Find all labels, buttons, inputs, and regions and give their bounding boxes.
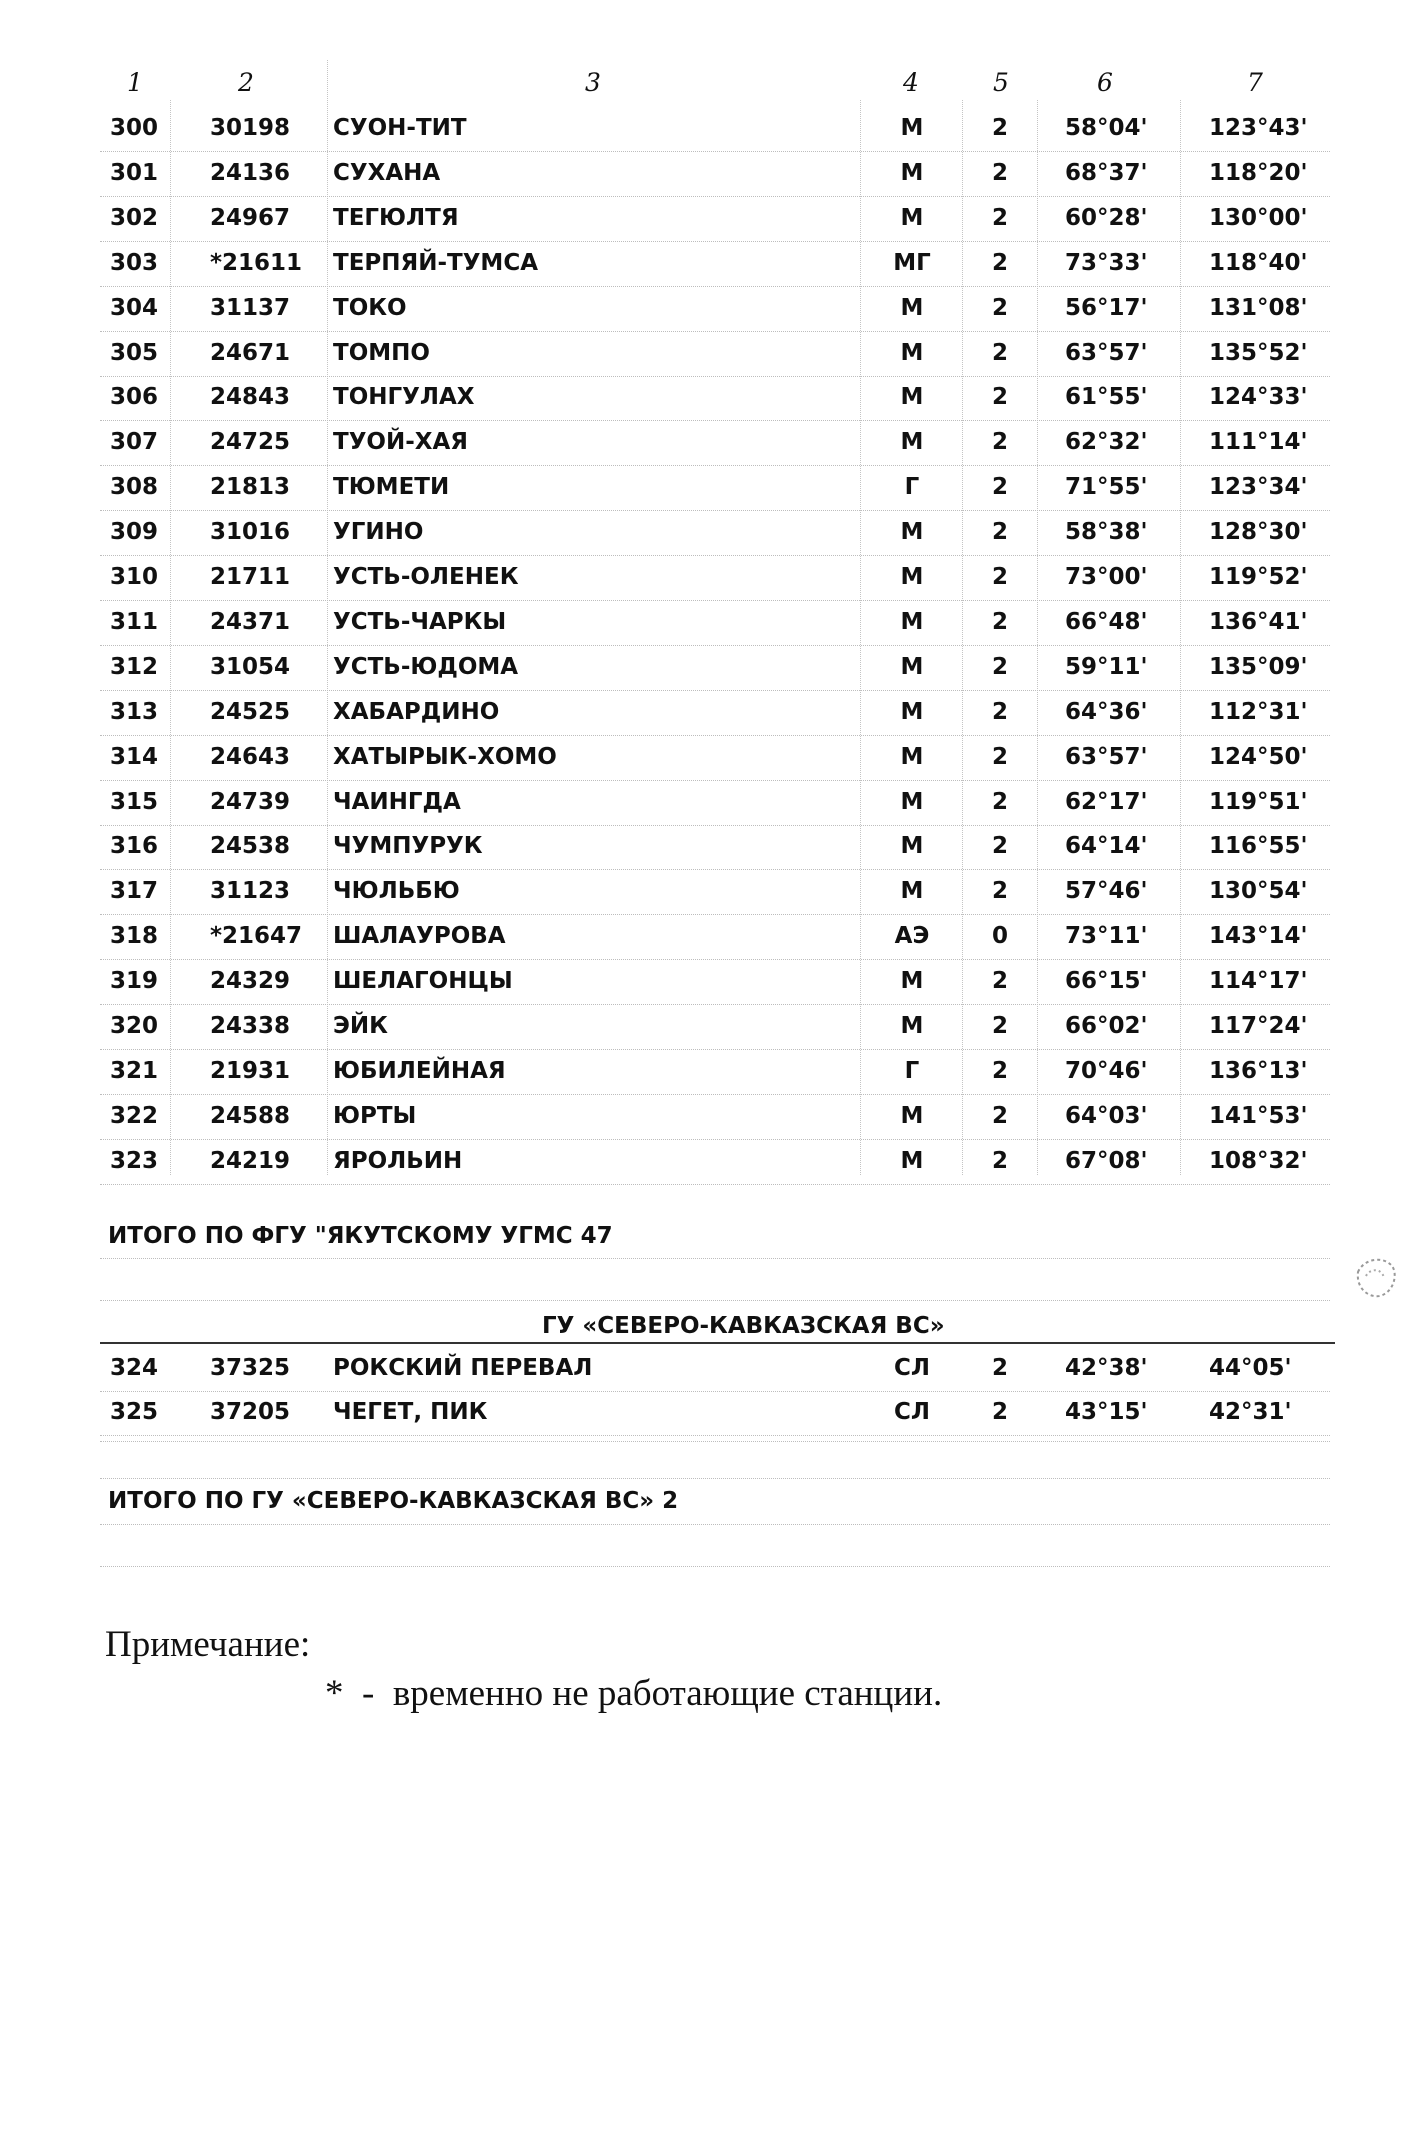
- longitude: 118°20': [1209, 159, 1308, 186]
- total-row-section1: ИТОГО ПО ФГУ "ЯКУТСКОМУ УГМС 47: [108, 1223, 613, 1249]
- row-divider: [100, 1258, 1330, 1259]
- station-type: М: [900, 519, 924, 546]
- station-name: ЮБИЛЕЙНАЯ: [333, 1057, 506, 1084]
- table-row: [0, 1013, 1417, 1057]
- longitude: 123°34': [1209, 474, 1308, 501]
- station-type: М: [900, 653, 924, 680]
- table-row: [0, 789, 1417, 833]
- station-name: ХАБАРДИНО: [333, 698, 500, 725]
- station-type: М: [900, 698, 924, 725]
- station-category: 2: [991, 968, 1008, 995]
- station-name: ХАТЫРЫК-ХОМО: [333, 743, 557, 770]
- section2-top-rule: [100, 1342, 1335, 1344]
- row-divider: [100, 1004, 1330, 1005]
- station-code: 21813: [210, 474, 291, 501]
- station-name: СУХАНА: [333, 159, 441, 186]
- table-row: [0, 654, 1417, 698]
- station-type: М: [900, 204, 924, 231]
- station-type: М: [900, 1147, 924, 1174]
- longitude: 44°05': [1209, 1355, 1292, 1381]
- section2-title: ГУ «СЕВЕРО-КАВКАЗСКАЯ ВС»: [542, 1313, 945, 1339]
- row-divider: [100, 1435, 1330, 1436]
- longitude: 130°00': [1209, 204, 1308, 231]
- station-category: 2: [991, 429, 1008, 456]
- station-type: М: [900, 743, 924, 770]
- row-number: 318: [110, 923, 159, 950]
- row-number: 316: [110, 833, 159, 860]
- latitude: 56°17': [1065, 294, 1148, 321]
- row-number: 302: [110, 204, 159, 231]
- row-divider: [100, 1049, 1330, 1050]
- latitude: 58°04': [1065, 115, 1148, 141]
- row-divider: [100, 780, 1330, 781]
- row-number: 300: [110, 115, 159, 141]
- row-number: 312: [110, 653, 159, 680]
- station-category: 2: [991, 384, 1008, 411]
- longitude: 114°17': [1209, 968, 1308, 995]
- latitude: 66°48': [1065, 608, 1148, 635]
- latitude: 62°32': [1065, 429, 1148, 456]
- latitude: 62°17': [1065, 788, 1148, 815]
- station-type: М: [900, 159, 924, 186]
- station-category: 2: [991, 519, 1008, 546]
- station-code: 24329: [210, 968, 291, 995]
- station-type: СЛ: [894, 1399, 930, 1425]
- latitude: 71°55': [1065, 474, 1148, 501]
- latitude: 64°03': [1065, 1102, 1148, 1129]
- table-row: [0, 115, 1417, 159]
- row-divider: [100, 1441, 1330, 1442]
- longitude: 112°31': [1209, 698, 1308, 725]
- station-name: ТЕГЮЛТЯ: [333, 204, 459, 231]
- row-number: 324: [110, 1355, 159, 1381]
- station-type: Г: [904, 1057, 920, 1084]
- row-divider: [100, 1524, 1330, 1525]
- table-row: [0, 878, 1417, 922]
- table-row: [0, 1399, 1417, 1443]
- station-code: 31016: [210, 519, 291, 546]
- longitude: 143°14': [1209, 923, 1308, 950]
- station-code: 24725: [210, 429, 291, 456]
- row-divider: [100, 735, 1330, 736]
- table-row: [0, 160, 1417, 204]
- row-divider: [100, 690, 1330, 691]
- station-name: ТЕРПЯЙ-ТУМСА: [333, 249, 539, 276]
- station-category: 2: [991, 743, 1008, 770]
- row-divider: [100, 151, 1330, 152]
- longitude: 124°50': [1209, 743, 1308, 770]
- row-divider: [100, 286, 1330, 287]
- table-row: [0, 295, 1417, 339]
- row-number: 325: [110, 1399, 159, 1425]
- station-category: 2: [991, 115, 1008, 141]
- station-category: 2: [991, 204, 1008, 231]
- table-row: [0, 429, 1417, 473]
- row-number: 307: [110, 429, 159, 456]
- table-row: [0, 968, 1417, 1012]
- longitude: 135°09': [1209, 653, 1308, 680]
- station-name: РОКСКИЙ ПЕРЕВАЛ: [333, 1355, 593, 1381]
- row-number: 305: [110, 339, 159, 366]
- table-row: [0, 564, 1417, 608]
- station-type: М: [900, 968, 924, 995]
- station-type: М: [900, 1013, 924, 1039]
- row-number: 309: [110, 519, 159, 546]
- latitude: 68°37': [1065, 159, 1148, 186]
- latitude: 60°28': [1065, 204, 1148, 231]
- row-divider: [100, 1139, 1330, 1140]
- station-name: ШЕЛАГОНЦЫ: [333, 968, 513, 995]
- note-title: Примечание:: [105, 1624, 311, 1665]
- longitude: 136°13': [1209, 1057, 1308, 1084]
- station-code: 24538: [210, 833, 291, 860]
- station-category: 2: [991, 294, 1008, 321]
- station-code: 37205: [210, 1399, 291, 1425]
- column-header-2: 2: [238, 68, 254, 97]
- station-category: 2: [991, 1013, 1008, 1039]
- row-number: 310: [110, 564, 159, 590]
- column-header-6: 6: [1097, 68, 1113, 97]
- table-row: [0, 1058, 1417, 1102]
- station-name: ЧАИНГДА: [333, 788, 461, 815]
- row-divider: [100, 331, 1330, 332]
- station-code: 24588: [210, 1102, 291, 1129]
- column-header-5: 5: [993, 68, 1009, 97]
- row-divider: [100, 1478, 1330, 1479]
- station-name: ЧЮЛЬБЮ: [333, 878, 460, 905]
- station-type: АЭ: [894, 923, 930, 950]
- station-type: Г: [904, 474, 920, 501]
- row-divider: [100, 510, 1330, 511]
- longitude: 119°52': [1209, 564, 1308, 590]
- table-row: [0, 833, 1417, 877]
- station-name: ЭЙК: [333, 1013, 388, 1039]
- latitude: 58°38': [1065, 519, 1148, 546]
- station-name: ТОНГУЛАХ: [333, 384, 475, 411]
- station-category: 2: [991, 564, 1008, 590]
- station-name: ТОМПО: [333, 339, 430, 366]
- latitude: 61°55': [1065, 384, 1148, 411]
- longitude: 124°33': [1209, 384, 1308, 411]
- row-divider: [100, 241, 1330, 242]
- table-row: [0, 519, 1417, 563]
- latitude: 73°11': [1065, 923, 1148, 950]
- row-divider: [100, 914, 1330, 915]
- station-name: ЧЕГЕТ, ПИК: [333, 1399, 488, 1425]
- row-number: 301: [110, 159, 159, 186]
- longitude: 119°51': [1209, 788, 1308, 815]
- longitude: 141°53': [1209, 1102, 1308, 1129]
- row-divider: [100, 420, 1330, 421]
- latitude: 42°38': [1065, 1355, 1148, 1381]
- row-divider: [100, 869, 1330, 870]
- row-divider: [100, 1566, 1330, 1567]
- station-category: 2: [991, 1102, 1008, 1129]
- latitude: 63°57': [1065, 339, 1148, 366]
- total-row-section2: ИТОГО ПО ГУ «СЕВЕРО-КАВКАЗСКАЯ ВС» 2: [108, 1488, 679, 1514]
- station-type: МГ: [893, 249, 931, 276]
- station-name: ЯРОЛЬИН: [333, 1147, 463, 1174]
- station-type: М: [900, 608, 924, 635]
- column-header-3: 3: [585, 68, 601, 97]
- longitude: 136°41': [1209, 608, 1308, 635]
- station-category: 2: [991, 878, 1008, 905]
- longitude: 42°31': [1209, 1399, 1292, 1425]
- latitude: 70°46': [1065, 1057, 1148, 1084]
- column-header-1: 1: [127, 68, 143, 97]
- row-divider: [100, 196, 1330, 197]
- station-type: М: [900, 564, 924, 590]
- table-row: [0, 205, 1417, 249]
- row-number: 317: [110, 878, 159, 905]
- table-row: [0, 1103, 1417, 1147]
- station-category: 2: [991, 474, 1008, 501]
- table-row: [0, 699, 1417, 743]
- station-name: ТУОЙ-ХАЯ: [333, 429, 469, 456]
- station-category: 0: [991, 923, 1008, 950]
- station-code: 24967: [210, 204, 291, 231]
- latitude: 66°02': [1065, 1013, 1148, 1039]
- row-divider: [100, 1094, 1330, 1095]
- note-text: * - временно не работающие станции.: [325, 1673, 943, 1714]
- longitude: 123°43': [1209, 115, 1308, 141]
- latitude: 73°33': [1065, 249, 1148, 276]
- station-category: 2: [991, 1057, 1008, 1084]
- station-code: 24371: [210, 608, 291, 635]
- row-divider: [100, 1300, 1330, 1301]
- station-code: 24338: [210, 1013, 291, 1039]
- latitude: 64°36': [1065, 698, 1148, 725]
- station-category: 2: [991, 653, 1008, 680]
- row-divider: [100, 1391, 1330, 1392]
- row-divider: [100, 555, 1330, 556]
- station-name: УСТЬ-ЧАРКЫ: [333, 608, 507, 635]
- row-number: 322: [110, 1102, 159, 1129]
- row-number: 304: [110, 294, 159, 321]
- station-name: ТОКО: [333, 294, 407, 321]
- station-name: ЮРТЫ: [333, 1102, 417, 1129]
- latitude: 43°15': [1065, 1399, 1148, 1425]
- longitude: 111°14': [1209, 429, 1308, 456]
- station-category: 2: [991, 833, 1008, 860]
- table-row: [0, 250, 1417, 294]
- table-row: [0, 340, 1417, 384]
- station-name: УСТЬ-ОЛЕНЕК: [333, 564, 519, 590]
- row-divider: [100, 465, 1330, 466]
- longitude: 118°40': [1209, 249, 1308, 276]
- station-category: 2: [991, 159, 1008, 186]
- longitude: 128°30': [1209, 519, 1308, 546]
- station-code: 31137: [210, 294, 291, 321]
- row-number: 306: [110, 384, 159, 411]
- station-code: 24219: [210, 1147, 291, 1174]
- row-divider: [100, 600, 1330, 601]
- station-type: М: [900, 384, 924, 411]
- station-code: 24136: [210, 159, 291, 186]
- row-number: 313: [110, 698, 159, 725]
- table-row: [0, 1148, 1417, 1192]
- station-code: 31054: [210, 653, 291, 680]
- latitude: 57°46': [1065, 878, 1148, 905]
- station-code: 21711: [210, 564, 291, 590]
- station-type: СЛ: [894, 1355, 930, 1381]
- station-category: 2: [991, 249, 1008, 276]
- station-code: 24843: [210, 384, 291, 411]
- station-code: 31123: [210, 878, 291, 905]
- table-row: [0, 474, 1417, 518]
- station-name: СУОН-ТИТ: [333, 115, 467, 141]
- station-code: 24739: [210, 788, 291, 815]
- station-code: *21611: [210, 249, 303, 276]
- row-divider: [100, 959, 1330, 960]
- station-category: 2: [991, 608, 1008, 635]
- station-type: М: [900, 788, 924, 815]
- row-number: 303: [110, 249, 159, 276]
- row-number: 308: [110, 474, 159, 501]
- row-divider: [100, 376, 1330, 377]
- station-type: М: [900, 878, 924, 905]
- station-name: УСТЬ-ЮДОМА: [333, 653, 519, 680]
- station-category: 2: [991, 1399, 1008, 1425]
- station-type: М: [900, 339, 924, 366]
- scan-smudge-mark: [1350, 1252, 1402, 1304]
- column-header-4: 4: [903, 68, 919, 97]
- longitude: 108°32': [1209, 1147, 1308, 1174]
- row-number: 320: [110, 1013, 159, 1039]
- latitude: 66°15': [1065, 968, 1148, 995]
- row-divider: [100, 1184, 1330, 1185]
- station-code: 30198: [210, 115, 291, 141]
- longitude: 131°08': [1209, 294, 1308, 321]
- station-category: 2: [991, 788, 1008, 815]
- station-code: 21931: [210, 1057, 291, 1084]
- table-row: [0, 1355, 1417, 1399]
- row-number: 311: [110, 608, 159, 635]
- longitude: 117°24': [1209, 1013, 1308, 1039]
- row-number: 321: [110, 1057, 159, 1084]
- row-number: 314: [110, 743, 159, 770]
- longitude: 135°52': [1209, 339, 1308, 366]
- longitude: 130°54': [1209, 878, 1308, 905]
- latitude: 64°14': [1065, 833, 1148, 860]
- table-row: [0, 923, 1417, 967]
- station-type: М: [900, 1102, 924, 1129]
- latitude: 73°00': [1065, 564, 1148, 590]
- station-name: ШАЛАУРОВА: [333, 923, 506, 950]
- station-code: 24671: [210, 339, 291, 366]
- latitude: 67°08': [1065, 1147, 1148, 1174]
- station-name: УГИНО: [333, 519, 424, 546]
- station-name: ЧУМПУРУК: [333, 833, 483, 860]
- station-type: М: [900, 115, 924, 141]
- station-type: М: [900, 294, 924, 321]
- table-row: [0, 609, 1417, 653]
- row-number: 319: [110, 968, 159, 995]
- table-row: [0, 744, 1417, 788]
- latitude: 63°57': [1065, 743, 1148, 770]
- row-number: 323: [110, 1147, 159, 1174]
- row-divider: [100, 645, 1330, 646]
- longitude: 116°55': [1209, 833, 1308, 860]
- station-code: 24525: [210, 698, 291, 725]
- station-name: ТЮМЕТИ: [333, 474, 450, 501]
- column-header-7: 7: [1247, 68, 1263, 97]
- row-divider: [100, 825, 1330, 826]
- latitude: 59°11': [1065, 653, 1148, 680]
- station-category: 2: [991, 698, 1008, 725]
- station-category: 2: [991, 1147, 1008, 1174]
- table-row: [0, 384, 1417, 428]
- row-number: 315: [110, 788, 159, 815]
- station-code: *21647: [210, 923, 303, 950]
- station-code: 37325: [210, 1355, 291, 1381]
- station-category: 2: [991, 1355, 1008, 1381]
- station-code: 24643: [210, 743, 291, 770]
- station-type: М: [900, 429, 924, 456]
- station-category: 2: [991, 339, 1008, 366]
- station-type: М: [900, 833, 924, 860]
